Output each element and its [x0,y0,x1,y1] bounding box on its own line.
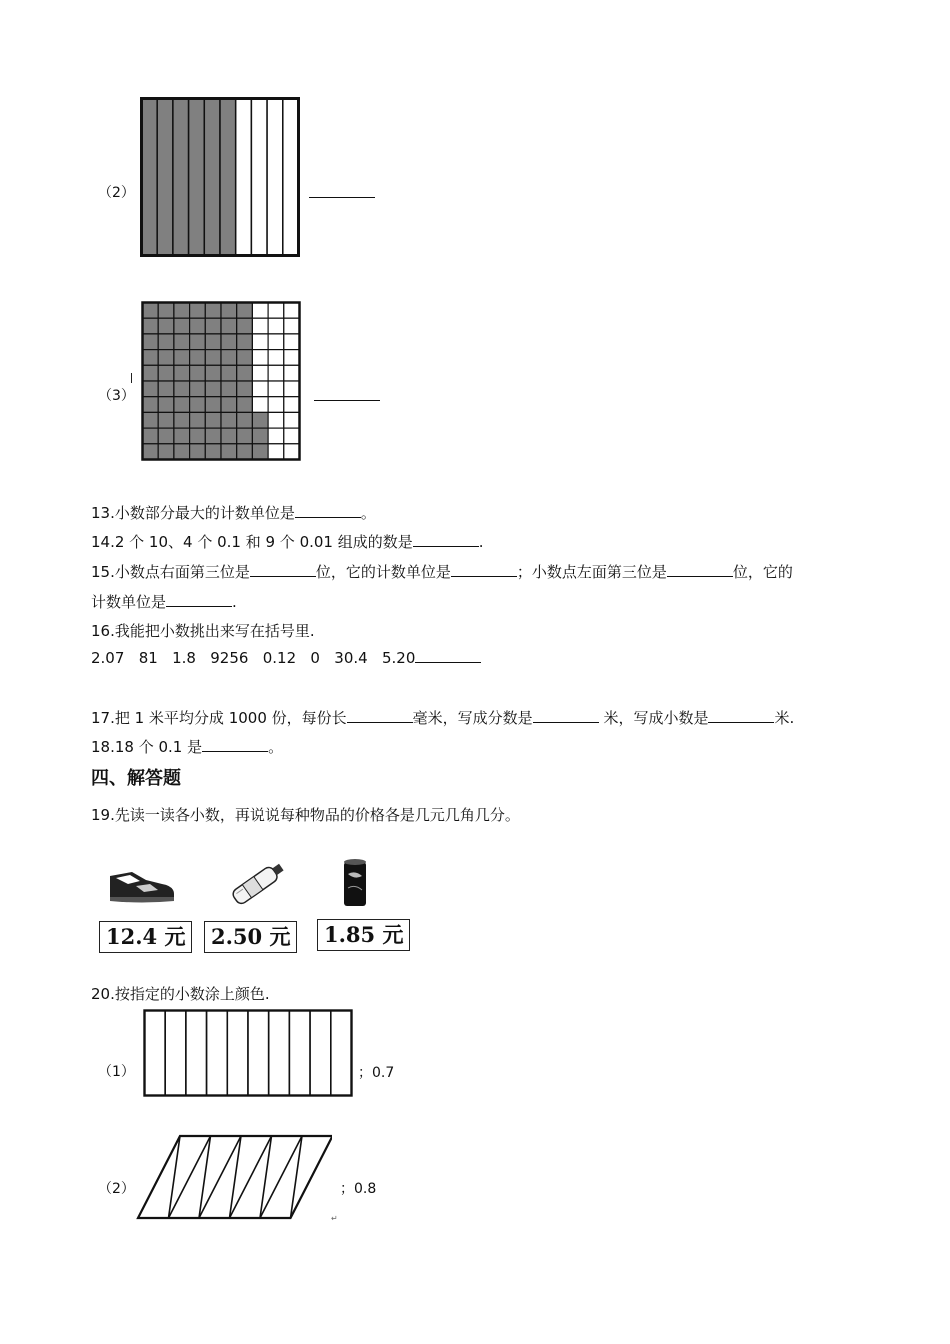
grid-cell [284,334,300,350]
answer-blank[interactable] [413,545,479,547]
grid-cell [143,303,159,319]
question-16-numbers: 2.07 81 1.8 9256 0.12 0 30.4 5.20 [91,649,481,667]
tick-mark [131,373,132,383]
grid-cell [190,381,206,397]
shoe-icon [106,866,178,906]
grid-cell [237,397,253,413]
answer-blank[interactable] [250,575,316,577]
grid-cell [174,444,190,460]
question-15-line1: 15.小数点右面第三位是 位，它的计数单位是 ；小数点左面第三位是 位，它的 [91,563,793,581]
strip-cell [204,99,220,256]
strip-cell [236,99,252,256]
grid-cell [221,334,237,350]
grid-cell [143,381,159,397]
answer-blank[interactable] [295,516,361,518]
grid-cell [252,350,268,366]
strip-cell [220,99,236,256]
grid-cell [158,350,174,366]
grid-cell [205,318,221,334]
question-label: （1） [98,1064,135,1080]
grid-cell [284,397,300,413]
grid-cell [221,428,237,444]
can-icon [340,858,370,910]
grid-cell [190,303,206,319]
grid-cell [284,444,300,460]
target-decimal: ；0.7 [358,1065,395,1081]
grid-cell [205,350,221,366]
grid-cell [205,428,221,444]
strip-cell [269,1011,290,1096]
price-tag: 1.85 元 [317,919,410,951]
question-16: 16.我能把小数挑出来写在括号里. [91,622,315,640]
paragraph-mark-icon: ↵ [331,1214,338,1223]
strip-cell [283,99,299,256]
grid-cell [252,397,268,413]
grid-cell [284,412,300,428]
answer-blank[interactable] [667,575,733,577]
question-20: 20.按指定的小数涂上颜色. [91,985,270,1003]
grid-cell [158,444,174,460]
grid-cell [158,397,174,413]
strip-cell [331,1011,352,1096]
grid-cell [252,381,268,397]
bottle-icon [226,856,294,908]
grid-cell [143,444,159,460]
question-label: （2） [98,1181,135,1197]
grid-cell [221,303,237,319]
grid-cell [237,350,253,366]
question-13: 13.小数部分最大的计数单位是 。 [91,504,376,522]
answer-blank[interactable] [708,721,774,723]
grid-cell [268,334,284,350]
grid-cell [174,318,190,334]
grid-cell [221,444,237,460]
grid-cell [190,397,206,413]
strip-cell [186,1011,207,1096]
grid-cell [221,365,237,381]
grid-cell [237,428,253,444]
price-tag: 2.50 元 [204,921,297,953]
question-17: 17.把 1 米平均分成 1000 份，每份长 毫米，写成分数是 米，写成小数是 米. [91,709,795,727]
grid-cell [190,412,206,428]
grid-cell [190,428,206,444]
grid-cell [268,365,284,381]
grid-cell [205,444,221,460]
grid-cell [174,428,190,444]
answer-blank[interactable] [347,721,413,723]
grid-cell [190,350,206,366]
answer-blank[interactable] [451,575,517,577]
grid-cell [158,412,174,428]
grid-cell [284,350,300,366]
strip-cell [157,99,173,256]
grid-cell [252,412,268,428]
grid-cell [221,412,237,428]
strip-cell [227,1011,248,1096]
target-decimal: ；0.8 [340,1181,377,1197]
answer-blank[interactable] [166,605,232,607]
grid-cell [268,350,284,366]
grid-cell [268,428,284,444]
question-label: （3） [98,388,135,404]
grid-cell [190,444,206,460]
grid-cell [205,381,221,397]
strip-cell [145,1011,166,1096]
grid-cell [237,303,253,319]
grid-cell [268,318,284,334]
grid-cell [284,428,300,444]
grid-cell [143,428,159,444]
grid-cell [268,412,284,428]
grid-cell [174,365,190,381]
grid-cell [268,381,284,397]
grid-cell [237,412,253,428]
strip-cell [142,99,158,256]
grid-cell [221,318,237,334]
section-heading: 四、解答题 [91,768,181,789]
grid-cell [158,318,174,334]
grid-cell [205,334,221,350]
grid-cell [143,334,159,350]
question-19: 19.先读一读各小数，再说说每种物品的价格各是几元几角几分。 [91,806,520,824]
grid-cell [268,303,284,319]
answer-blank[interactable] [314,400,380,401]
grid-cell [190,334,206,350]
grid-cell [252,365,268,381]
grid-cell [143,397,159,413]
strip-cell [310,1011,331,1096]
grid-cell [143,350,159,366]
grid-cell [190,365,206,381]
strip-cell [267,99,283,256]
grid-cell [158,428,174,444]
answer-blank[interactable] [533,721,599,723]
grid-cell [174,303,190,319]
strip-cell [189,99,205,256]
question-14: 14.2 个 10、4 个 0.1 和 9 个 0.01 组成的数是 . [91,533,484,551]
strip-cell [289,1011,310,1096]
grid-cell [205,412,221,428]
grid-cell [237,318,253,334]
grid-cell [252,444,268,460]
grid-cell [158,381,174,397]
strip-cell [251,99,267,256]
grid-cell [237,334,253,350]
grid-cell [174,334,190,350]
grid-cell [221,381,237,397]
grid-cell [143,365,159,381]
grid-cell [252,318,268,334]
grid-cell [174,381,190,397]
grid-cell [284,303,300,319]
strip-cell [207,1011,228,1096]
grid-cell [158,334,174,350]
hundredths-grid-figure [141,301,301,461]
coloring-strips-figure[interactable] [143,1009,353,1097]
coloring-parallelogram-figure[interactable] [136,1133,332,1223]
grid-cell [158,303,174,319]
grid-cell [174,350,190,366]
question-label: （2） [98,185,135,201]
grid-cell [268,397,284,413]
grid-cell [174,412,190,428]
grid-cell [143,318,159,334]
grid-cell [284,381,300,397]
grid-cell [190,318,206,334]
grid-cell [221,350,237,366]
strip-cell [173,99,189,256]
grid-cell [252,303,268,319]
grid-cell [221,397,237,413]
grid-cell [205,397,221,413]
grid-cell [284,365,300,381]
grid-cell [205,303,221,319]
strip-cell [248,1011,269,1096]
grid-cell [252,334,268,350]
grid-cell [237,444,253,460]
grid-cell [205,365,221,381]
grid-cell [268,444,284,460]
answer-blank[interactable] [202,750,268,752]
price-tag: 12.4 元 [99,921,192,953]
answer-blank[interactable] [309,197,375,198]
grid-cell [237,381,253,397]
grid-cell [158,365,174,381]
grid-cell [284,318,300,334]
strip-cell [165,1011,186,1096]
grid-cell [143,412,159,428]
question-15-line2: 计数单位是 . [91,593,237,611]
tenths-strip-figure [140,97,300,257]
grid-cell [252,428,268,444]
question-18: 18.18 个 0.1 是 。 [91,738,284,756]
grid-cell [174,397,190,413]
answer-blank[interactable] [415,661,481,663]
grid-cell [237,365,253,381]
